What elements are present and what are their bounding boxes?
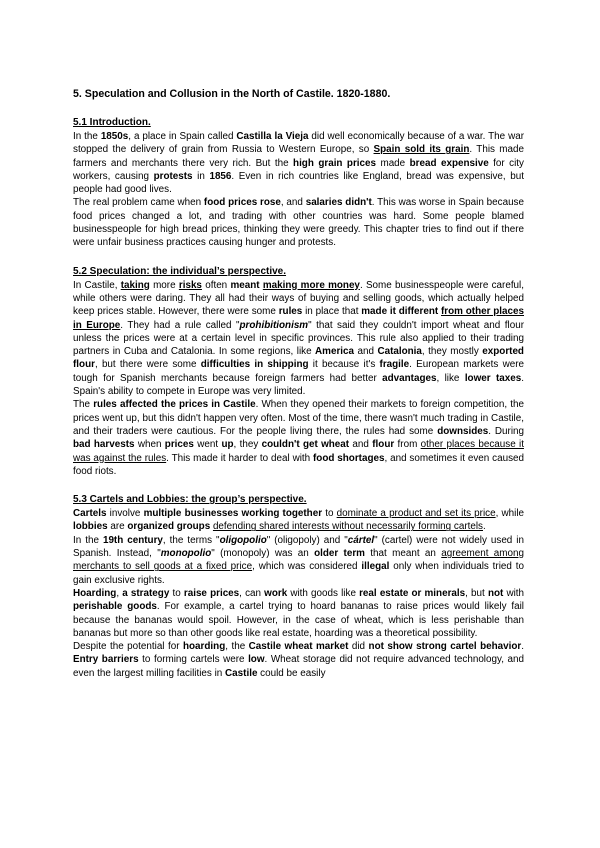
text-run: did xyxy=(348,641,369,653)
text-run: . This made it harder to deal with xyxy=(166,452,314,464)
text-run: with xyxy=(503,587,525,599)
document-title: 5. Speculation and Collusion in the North of Castile. 1820-1880. xyxy=(73,88,391,100)
text-run: Castile wheat market xyxy=(248,641,349,653)
text-run: . Wheat storage did not require advanced technology, and even the largest milling facilities in xyxy=(73,654,524,679)
text-run: Castile xyxy=(225,667,258,679)
text-run: multiple businesses working together xyxy=(143,508,323,520)
text-run: . This was worse in Spain because food prices changed a lot, and trading with other countries was hard. Some people blamed businesspeople for high bread prices, thinking they were greedy. This chapter tries to find out if there were unfair business practices causing hunger and protests. xyxy=(73,197,524,249)
text-run: rules xyxy=(278,306,303,318)
text-run: to xyxy=(322,508,337,520)
text-run: exported flour xyxy=(73,346,524,371)
text-run: illegal xyxy=(361,561,390,573)
text-run: In the xyxy=(73,534,103,546)
text-run: real estate or minerals xyxy=(359,587,466,599)
text-run: The real problem came when xyxy=(73,197,204,209)
text-run: not xyxy=(487,587,504,599)
text-run: bread expensive xyxy=(409,157,489,169)
text-run: In Castile, xyxy=(73,279,121,291)
text-run: dominate a product and set its price xyxy=(336,508,496,520)
text-run: " that said they couldn't import wheat and flour unless the prices were at a certain level in specific provinces. This rule also applied to their trading partners in Cuba and Catalonia. In some regions, like xyxy=(73,319,524,358)
text-run: , the xyxy=(225,641,249,653)
text-run: . This made farmers and merchants there very rich. But the xyxy=(73,144,524,169)
section-heading: 5.1 Introduction. xyxy=(73,117,151,128)
text-run: The xyxy=(73,399,94,411)
text-run: raise prices xyxy=(183,587,240,599)
text-run: . For example, a cartel trying to hoard bananas to raise prices would likely fail because the bananas would spoil. However, in the case of wheat, which is less perishable than bananas but more so than other goods like real estate, hoarding was a theoretical possibility. xyxy=(73,601,524,639)
text-run: . xyxy=(521,641,525,653)
text-run: prices xyxy=(164,439,194,451)
text-run: In the xyxy=(73,131,101,142)
text-run: . They had a rule called " xyxy=(120,319,240,331)
text-run: , while xyxy=(495,508,525,520)
text-run: perishable goods xyxy=(73,601,157,613)
text-run: work xyxy=(264,587,288,599)
text-run: , can xyxy=(239,587,265,599)
text-run: and xyxy=(354,346,378,358)
text-run: and xyxy=(349,439,373,451)
text-run: Entry barriers xyxy=(73,654,139,666)
text-run: up xyxy=(221,439,234,451)
text-run: Hoarding xyxy=(73,587,117,599)
text-run: did well economically because of a war. The war stopped the delivery of grain from Russia to Western Europe, so xyxy=(73,131,524,156)
text-run: flour xyxy=(372,439,395,451)
text-run: 19th century xyxy=(102,534,163,546)
text-run: for city workers, causing xyxy=(73,157,524,182)
text-run: Despite the potential for xyxy=(73,641,183,653)
text-run: that meant an xyxy=(364,548,442,560)
text-run: in place that xyxy=(302,306,362,318)
text-run: agreement among merchants to sell goods at a fixed price xyxy=(73,548,524,573)
text-run: protests xyxy=(153,170,193,182)
text-run: " (cartel) were not widely used in Spanish. Instead, " xyxy=(73,534,524,560)
text-run: . European markets were tough for Spanish merchants because foreign farmers had better xyxy=(73,359,524,384)
text-run: could be easily xyxy=(257,667,326,679)
text-run: oligopolio xyxy=(219,534,267,546)
text-run: . Spain's ability to compete in Europe was very limited. xyxy=(73,372,524,398)
text-run: more xyxy=(149,279,179,291)
text-run: couldn't get wheat xyxy=(261,439,350,451)
text-run: , and xyxy=(280,197,306,209)
text-run: Castilla la Vieja xyxy=(236,131,309,142)
text-run: , and sometimes it even caused food riots. xyxy=(73,452,524,477)
text-run: to forming cartels were xyxy=(138,654,249,666)
paragraph xyxy=(73,279,524,399)
section-heading: 5.2 Speculation: the individual’s perspective. xyxy=(73,265,287,277)
paragraph xyxy=(73,196,524,249)
text-run: , the terms " xyxy=(162,534,220,546)
paragraph xyxy=(73,587,524,640)
text-run: 1856 xyxy=(209,170,232,182)
text-run: advantages xyxy=(382,372,437,384)
text-run: , but there were some xyxy=(94,359,201,371)
paragraph xyxy=(73,640,524,680)
text-run: only when individuals tried to gain exclusive rights. xyxy=(73,561,524,586)
paragraph xyxy=(73,130,524,196)
paragraph xyxy=(73,534,524,587)
section-introduction xyxy=(73,116,524,250)
text-run: with goods like xyxy=(287,587,360,599)
text-run: , a place in Spain called xyxy=(128,131,237,142)
text-run: 1850s xyxy=(100,131,129,142)
text-run: , they mostly xyxy=(421,346,483,358)
text-run: Catalonia xyxy=(377,346,422,358)
text-run: rules affected the prices in Castile xyxy=(93,399,256,411)
text-run: , like xyxy=(436,372,465,384)
text-run: involve xyxy=(106,508,144,520)
text-run: food shortages xyxy=(313,452,385,464)
text-run: . xyxy=(483,521,486,533)
text-run: high grain prices xyxy=(293,157,377,169)
text-run: hoarding xyxy=(182,641,226,653)
text-run: went xyxy=(193,439,222,451)
text-run: , but xyxy=(465,587,488,599)
text-run: a strategy xyxy=(122,587,170,599)
text-run: , xyxy=(116,587,123,599)
section-speculation xyxy=(73,265,524,478)
text-run: " (monopoly) was an xyxy=(211,548,315,560)
text-run: cártel xyxy=(347,534,375,546)
text-run: salaries didn't xyxy=(305,197,372,209)
text-run: meant xyxy=(230,279,260,291)
text-run: difficulties in shipping xyxy=(200,359,309,371)
text-run: prohibitionism xyxy=(239,319,309,331)
text-run: are xyxy=(107,521,128,533)
text-run: to xyxy=(169,587,184,599)
text-run: from other places in Europe xyxy=(73,306,524,331)
text-run: . When they opened their markets to foreign competition, the prices went up, but this didn't happen very often. Most of the time, there wasn't much trading in Castile, and their traders were cautious. For the people living there, the rules had some xyxy=(73,399,524,437)
text-run: " (oligopoly) and " xyxy=(266,534,348,546)
paragraph xyxy=(73,507,524,534)
text-run: monopolio xyxy=(160,548,212,560)
text-run: older term xyxy=(314,548,365,560)
paragraph xyxy=(73,398,524,478)
text-run: in xyxy=(192,170,210,182)
text-run: other places because it was against the rules xyxy=(73,439,524,464)
text-run: America xyxy=(315,346,355,358)
text-run: from xyxy=(394,439,421,451)
text-run: risks xyxy=(178,279,202,291)
text-run: when xyxy=(134,439,165,451)
text-run: made it different xyxy=(361,306,439,318)
text-run: , which was considered xyxy=(252,561,362,573)
section-cartels xyxy=(73,493,524,680)
text-run: it because it's xyxy=(308,359,380,371)
text-run: downsides xyxy=(437,425,489,437)
text-run: low xyxy=(248,654,265,666)
text-run: fragile xyxy=(379,359,410,371)
text-run: taking xyxy=(120,279,150,291)
text-run: organized groups xyxy=(127,521,211,533)
text-run: . Some businesspeople were careful, while others were daring. They all had their ways of buying and selling goods, which actually helped keep prices stable. However, there were some xyxy=(73,279,524,318)
text-run: . During xyxy=(488,425,525,437)
section-heading: 5.3 Cartels and Lobbies: the group’s perspective. xyxy=(73,494,307,506)
text-run: Spain sold its grain xyxy=(373,144,470,156)
text-run: made xyxy=(376,157,410,169)
text-run: bad harvests xyxy=(73,439,135,451)
text-run: , they xyxy=(233,439,262,451)
text-run: . Even in rich countries like England, bread was expensive, but people had good lives. xyxy=(73,170,524,196)
text-run: food prices rose xyxy=(203,197,281,209)
text-run: often xyxy=(201,279,231,291)
text-run: not show strong cartel behavior xyxy=(368,641,522,653)
text-run: lower taxes xyxy=(464,372,522,384)
text-run: lobbies xyxy=(73,521,108,533)
text-run: Cartels xyxy=(73,508,107,520)
text-run: defending shared interests without necessarily forming cartels xyxy=(212,521,483,533)
text-run: making more money xyxy=(262,279,360,291)
